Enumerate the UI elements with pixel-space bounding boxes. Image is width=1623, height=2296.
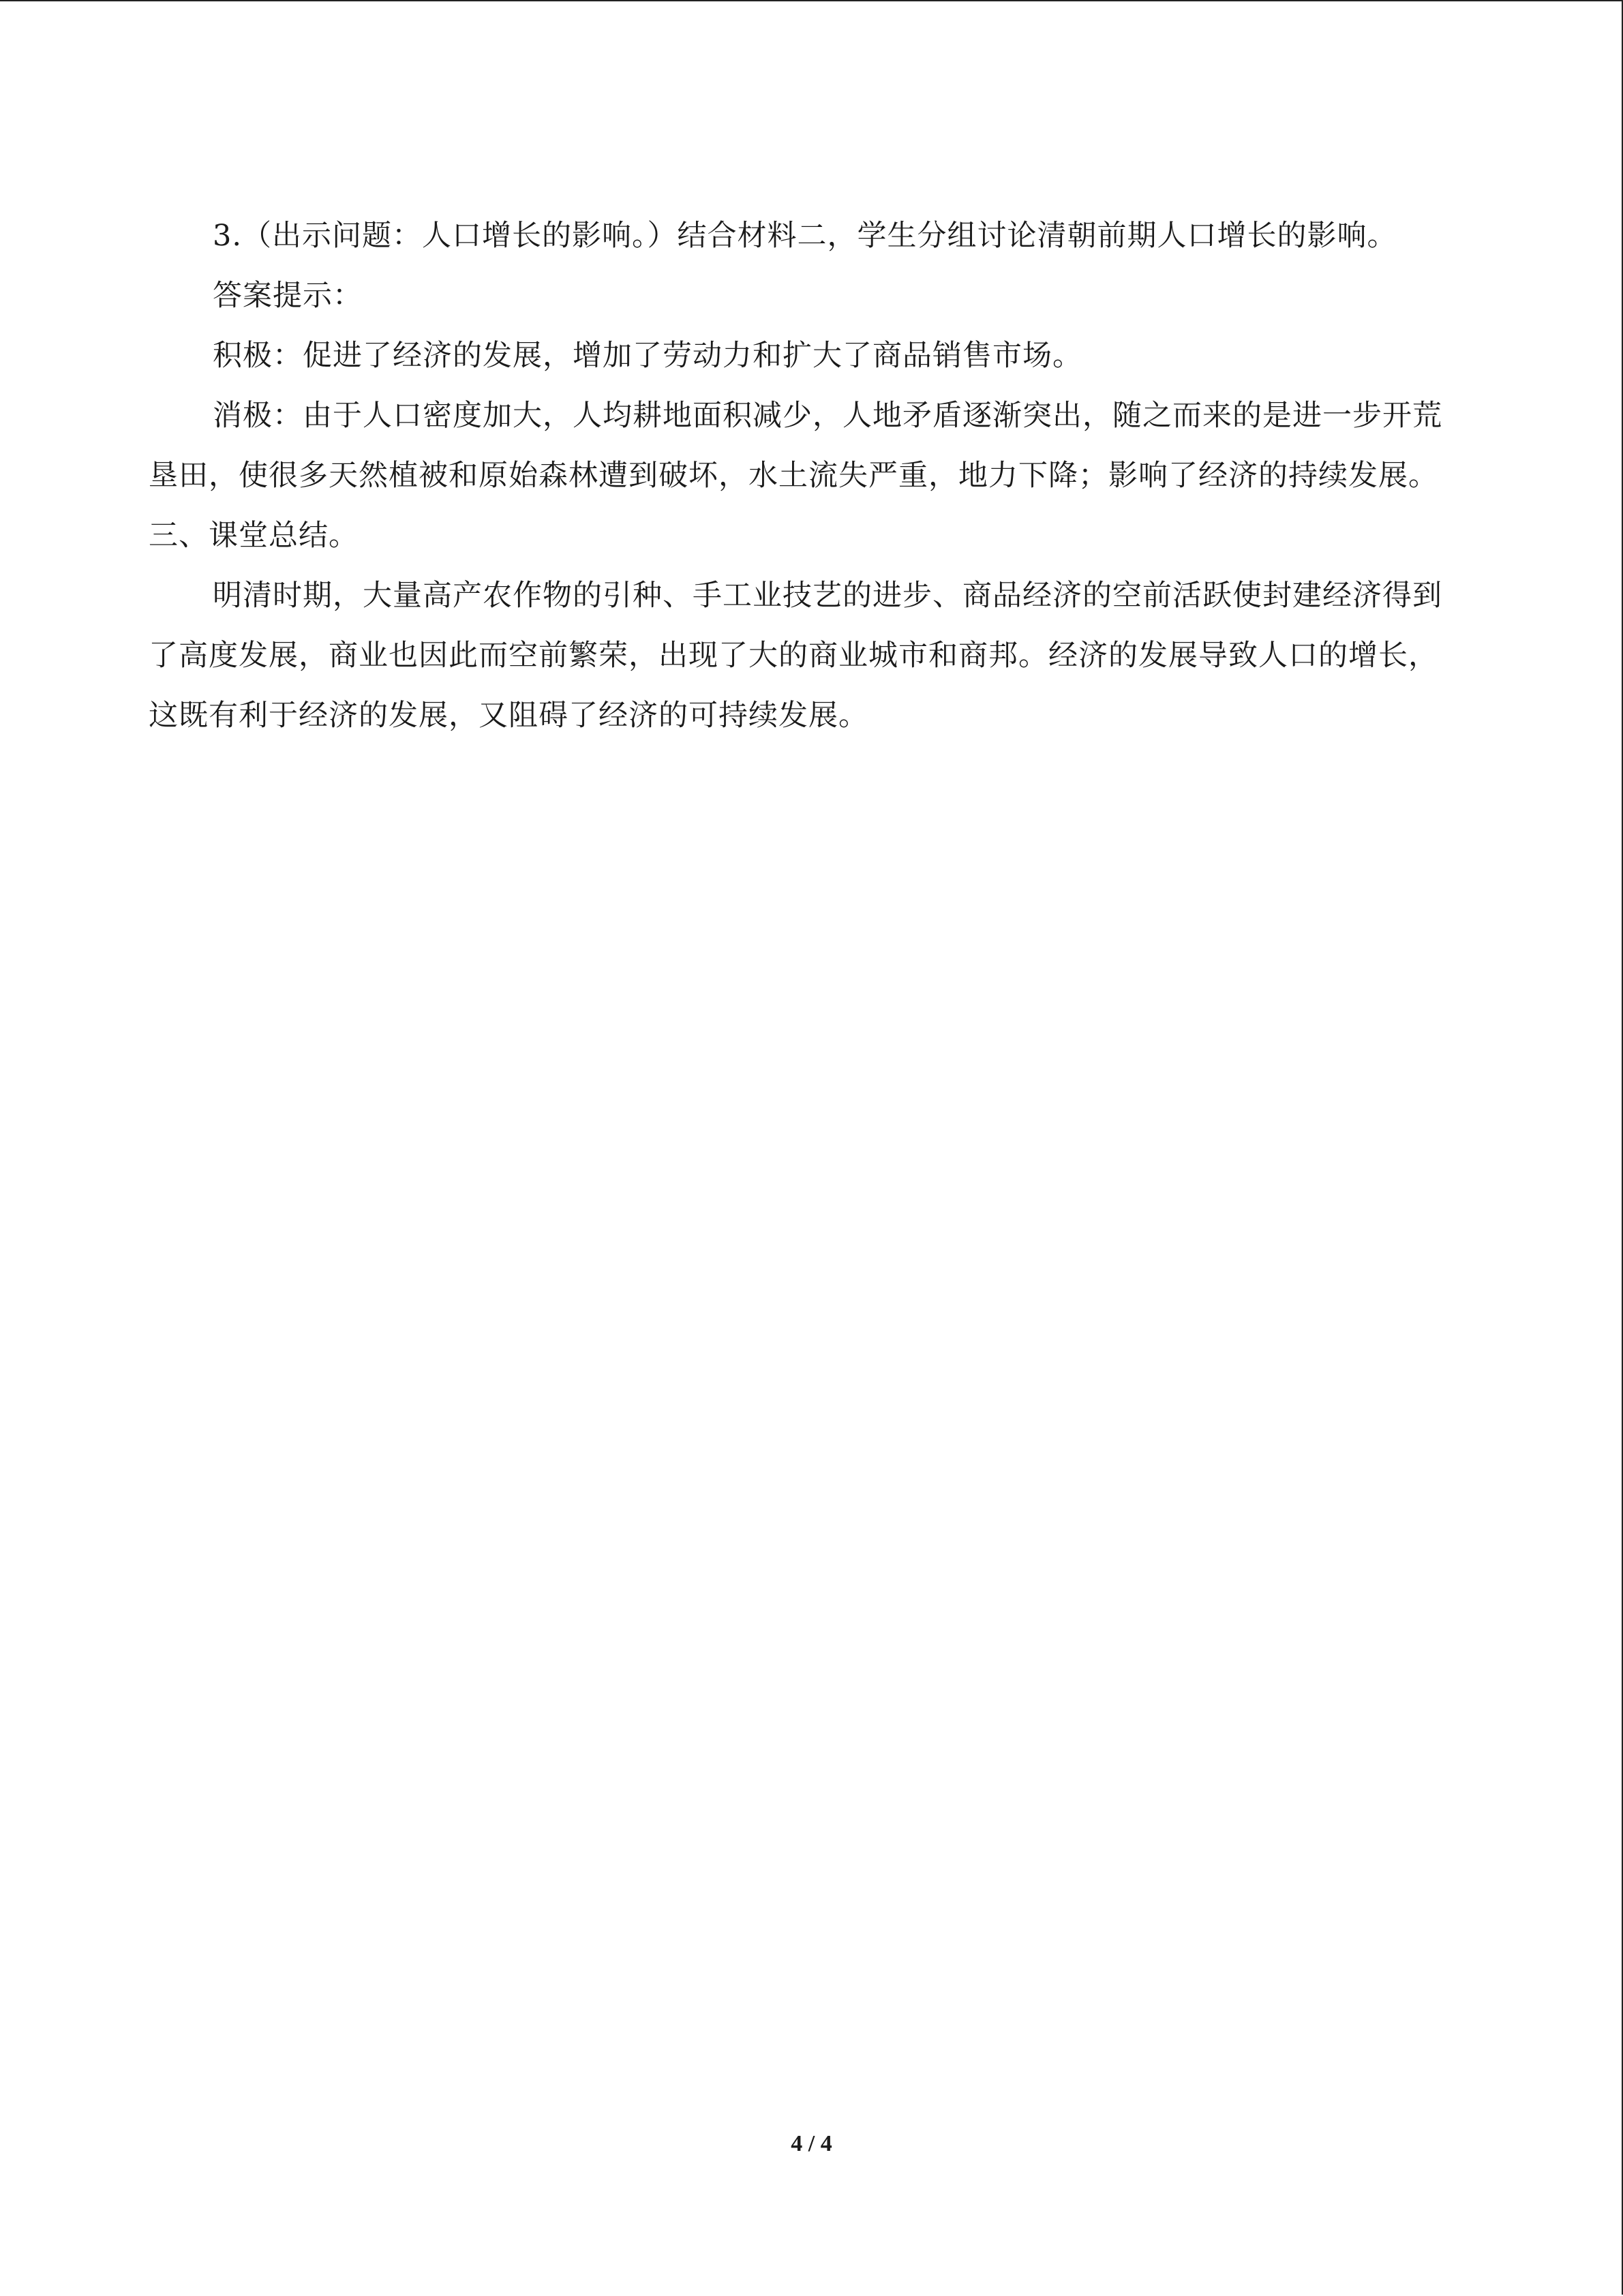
paragraph-answer-hint-label: 答案提示： — [213, 279, 363, 313]
page-number: 4 / 4 — [791, 2131, 832, 2156]
paragraph-summary: 明清时期，大量高产农作物的引种、手工业技艺的进步、商品经济的空前活跃使封建经济得到了高度发展，商业也因此而空前繁荣，出现了大的商业城市和商邦。经济的发展导致人口的增长，这既有利于经济的发展，又阻碍了经济的可持续发展。 — [149, 579, 1442, 733]
paragraph-question-3: 3.（出示问题：人口增长的影响。）结合材料二，学生分组讨论清朝前期人口增长的影响。 — [213, 219, 1397, 253]
paragraph-positive-impact: 积极：促进了经济的发展，增加了劳动力和扩大了商品销售市场。 — [213, 339, 1082, 373]
section-heading-class-summary: 三、课堂总结。 — [149, 519, 359, 553]
document-page — [0, 1, 1623, 2296]
paragraph-negative-impact: 消极：由于人口密度加大，人均耕地面积减少，人地矛盾逐渐突出，随之而来的是进一步开荒垦田，使很多天然植被和原始森林遭到破坏，水土流失严重，地力下降；影响了经济的持续发展。 — [149, 399, 1442, 493]
document-body — [149, 206, 1461, 746]
